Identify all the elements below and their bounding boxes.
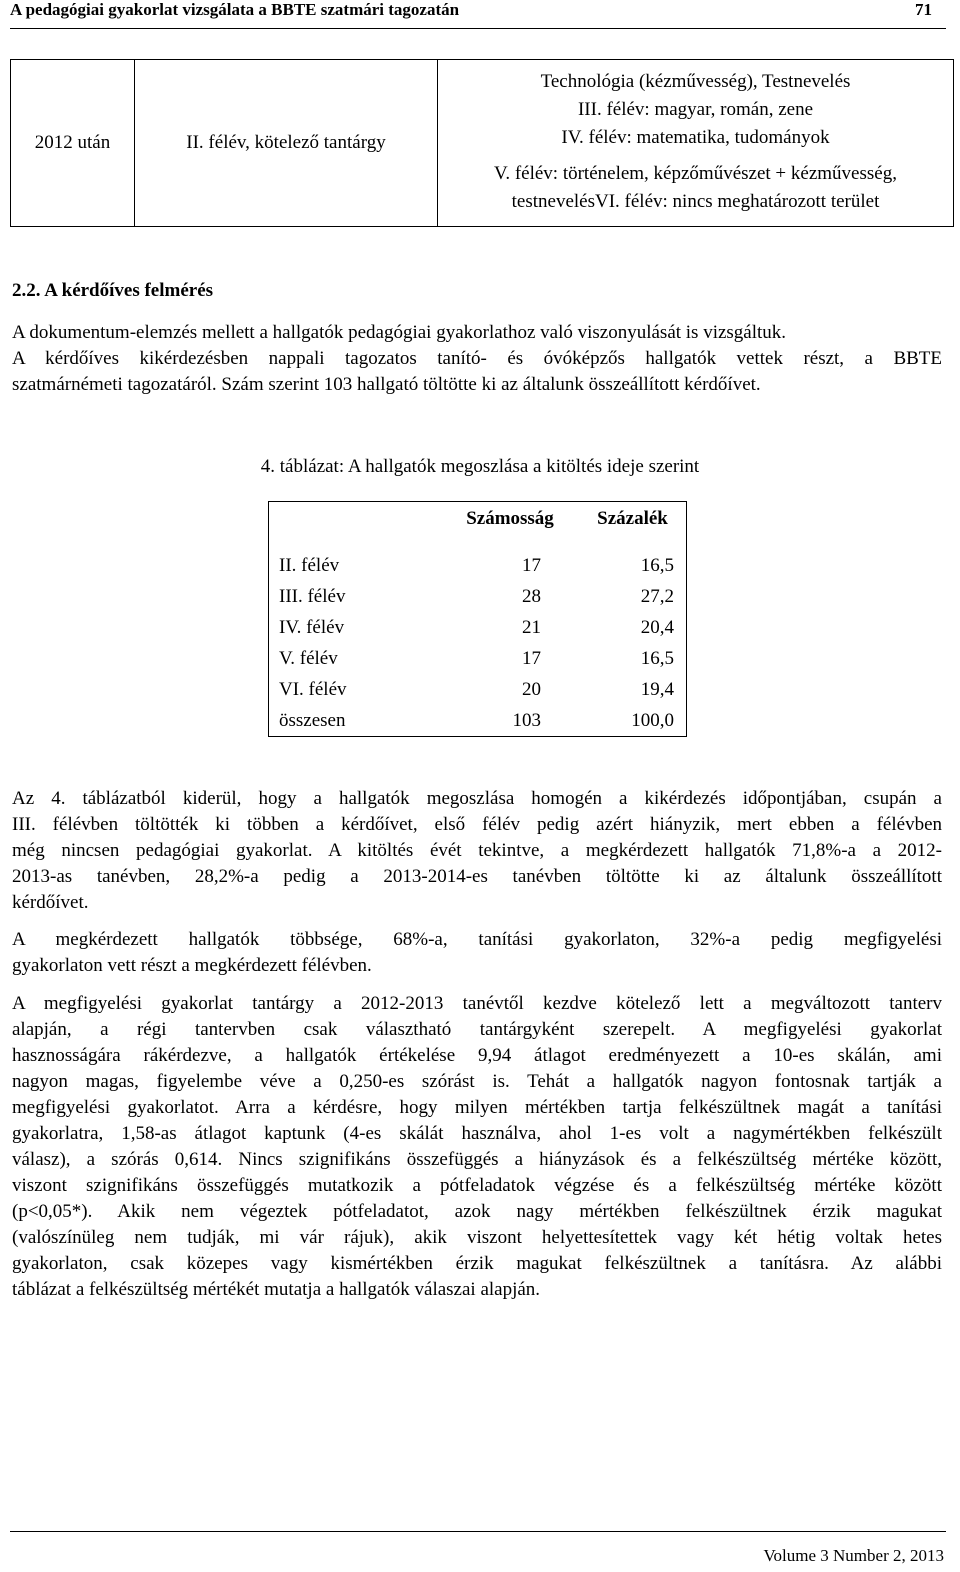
table-cell-period: 2012 után — [11, 60, 135, 227]
row-percent: 19,4 — [640, 678, 674, 700]
running-header — [10, 0, 946, 29]
paragraph-line: válasz), a szórás 0,614. Nincs szignifikáns összefüggés a hiányzások és a felkészültség mértéke között, — [12, 1149, 942, 1170]
paragraph-line: A kérdőíves kikérdezésben nappali tagozatos tanító- és óvóképzős hallgatók vettek részt, a BBTE — [12, 348, 942, 369]
running-header-title: A pedagógiai gyakorlat vizsgálata a BBTE szatmári tagozatán — [10, 0, 460, 19]
row-label: II. félév — [279, 554, 340, 576]
paragraph-line: megfigyelési gyakorlatot. Arra a kérdésre, hogy milyen mértékben tartja felkészültnek magát a tanítási — [12, 1097, 942, 1118]
row-count: 21 — [522, 616, 541, 638]
paragraph-line: gyakorlatra, 1,58-as átlagot kaptunk (4-es skálát használva, ahol 1-es volt a nagymértékben felkészült — [12, 1123, 942, 1144]
row-percent: 16,5 — [640, 647, 674, 669]
areas-line: IV. félév: matematika, tudományok — [561, 127, 830, 148]
paragraph-line: szatmárnémeti tagozatáról. Szám szerint 103 hallgató töltötte ki az általunk összeállított kérdőívet. — [12, 374, 761, 395]
table-cell-course: II. félév, kötelező tantárgy — [135, 60, 438, 227]
header-percent: Százalék — [597, 508, 668, 529]
paragraph-line: táblázat a felkészültség mértékét mutatja a hallgatók válaszai alapján. — [12, 1279, 541, 1300]
paragraph-line: III. félévben töltötték ki többen a kérdőívet, első félév pedig azért hiányzik, mert ebben a félévben — [12, 814, 942, 835]
row-count: 103 — [512, 709, 541, 731]
table-header-row — [269, 502, 687, 549]
row-percent: 27,2 — [640, 585, 674, 607]
table-caption: 4. táblázat: A hallgatók megoszlása a kitöltés ideje szerint — [260, 456, 700, 477]
paragraph-line: (valószínüleg nem tudják, mi vár rájuk), akik viszont helyettesítettek vagy két hétig voltak hetes — [12, 1227, 942, 1248]
row-count: 20 — [522, 678, 541, 700]
paragraph-intro — [12, 320, 942, 398]
row-percent: 20,4 — [640, 616, 674, 638]
paragraph-line: Az 4. táblázatból kiderül, hogy a hallgatók megoszlása homogén a kikérdezés időpontjában, csupán a — [12, 788, 942, 809]
areas-line: III. félév: magyar, román, zene — [577, 99, 814, 120]
paragraph-line: hasznosságára rákérdezve, a hallgatók értékelése 9,94 átlagot eredményezett a 10-es skálán, ami — [12, 1045, 942, 1066]
paragraph-line: A dokumentum-elemzés mellett a hallgatók pedagógiai gyakorlathoz való viszonyulását is vizsgáltuk. — [12, 322, 787, 343]
section-heading: 2.2. A kérdőíves felmérés — [12, 280, 214, 301]
paragraph-line: nagyon magas, figyelembe véve a 0,250-es szórást is. Tehát a hallgatók nagyon fontosnak tartják a — [12, 1071, 942, 1092]
footer-rule — [10, 1531, 946, 1532]
row-label: V. félév — [279, 647, 338, 669]
paragraph-line: A megkérdezett hallgatók többsége, 68%-a, tanítási gyakorlaton, 32%-a pedig megfigyelési — [12, 929, 942, 950]
row-percent: 16,5 — [640, 554, 674, 576]
table-cell-areas — [438, 60, 954, 227]
page-number: 71 — [915, 0, 932, 19]
paragraph-line: viszont szignifikáns összefüggés mutatkozik a pótfeladatok végzése és a felkészültség mértéke között — [12, 1175, 942, 1196]
paragraph-line: alapján, a régi tantervben csak választható tantárgyként szerepelt. A megfigyelési gyakorlat — [12, 1019, 942, 1040]
row-count: 28 — [522, 585, 541, 607]
row-label: III. félév — [279, 585, 346, 607]
areas-line: Technológia (kézművesség), Testnevelés — [540, 71, 851, 92]
table-row — [269, 581, 687, 612]
footer-volume: Volume 3 Number 2, 2013 — [763, 1546, 944, 1565]
table-row — [269, 612, 687, 643]
paragraph-observation-practice — [12, 991, 942, 1303]
table-row — [269, 548, 687, 581]
table-row — [269, 643, 687, 674]
row-count: 17 — [522, 554, 541, 576]
header-count: Számosság — [466, 508, 554, 529]
paragraph-table-analysis — [12, 786, 942, 916]
paragraph-line: 2013-as tanévben, 28,2%-a pedig a 2013-2014-es tanévben töltötte ki az általunk összeállított — [12, 866, 942, 887]
curriculum-table — [10, 59, 954, 227]
paragraph-line: kérdőívet. — [12, 892, 89, 913]
header-empty — [269, 502, 442, 549]
paragraph-line: (p<0,05*). Akik nem végeztek pótfeladatot, azok nagy mértékben felkészültnek érzik magukat — [12, 1201, 942, 1222]
row-count: 17 — [522, 647, 541, 669]
row-label: IV. félév — [279, 616, 345, 638]
table-row — [269, 674, 687, 705]
table-row-total — [269, 705, 687, 737]
row-percent: 100,0 — [631, 709, 674, 731]
areas-line: V. félév: történelem, képzőművészet + kézművesség, — [494, 163, 897, 184]
row-label: összesen — [279, 709, 346, 731]
paragraph-line: A megfigyelési gyakorlat tantárgy a 2012-2013 tanévtől kezdve kötelező lett a megváltozott tanterv — [12, 993, 942, 1014]
paragraph-line: gyakorlaton, csak közepes vagy kismértékben érzik magukat felkészültnek a tanításra. Az alábbi — [12, 1253, 942, 1274]
areas-line: testnevelésVI. félév: nincs meghatározott terület — [511, 191, 880, 212]
paragraph-line: gyakorlaton vett részt a megkérdezett félévben. — [12, 955, 372, 976]
distribution-table — [268, 501, 687, 737]
paragraph-line: még nincsen pedagógiai gyakorlat. A kitöltés évét tekintve, a megkérdezett hallgatók 71,8%-a a 2012- — [12, 840, 942, 861]
table-row — [11, 60, 954, 227]
row-label: VI. félév — [279, 678, 347, 700]
paragraph-practice-type — [12, 927, 942, 979]
